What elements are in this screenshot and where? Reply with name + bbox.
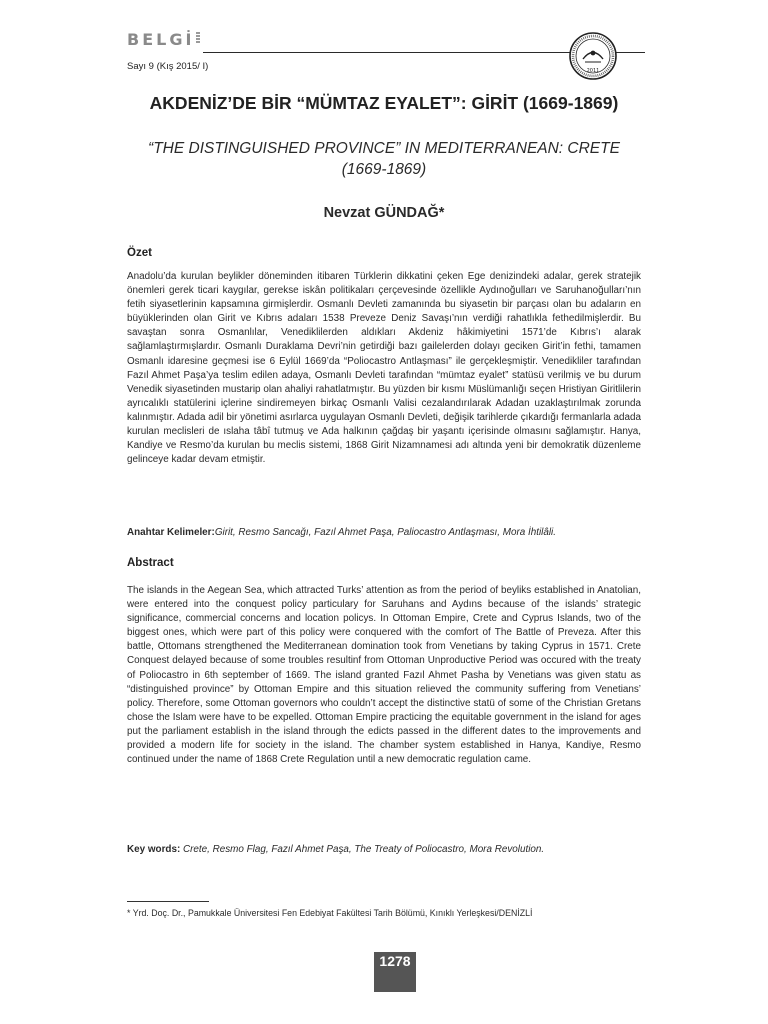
author-footnote: * Yrd. Doç. Dr., Pamukkale Üniversitesi Fen Edebiyat Fakültesi Tarih Bölümü, Kınıklı Yerleşkesi/DENİZLİ [127, 908, 533, 918]
author-name: Nevzat GÜNDAĞ* [323, 205, 445, 221]
anahtar-label: Anahtar Kelimeler: [127, 527, 215, 538]
abstract-paragraph: The islands in the Aegean Sea, which attracted Turks’ attention as from the period of beyliks established in Anatolian, were entered into the conquest policy particulary for Saruhans and Aydıns because of the islands’ strategic significance, commercial concerns and location policys. In Ottoman Empire, Crete and Cyprus Islands, two of the biggest ones, which were part of this policy were conquered with the comfort of The Battle of Preveza. After this battle, Ottomans strengthened the Mediterranean domination took from Venetians by taking Cyprus in 1571. Crete Conquest delayed because of some troubles resultinf from Ottoman Unproductive Period was occured with the treaty of Poliocastro in 6th september of 1669. The island granted Fazıl Ahmet Pasha by Venetians was given statu as “distinguished province” by Ottoman Empire and this situation relieved the community suffering from Venetians’ policy. Therefore, some Ottoman governors who couldn’t accept the distinctive statü of some of the Christian Gretans chose the Islam were have to be expelled. Ottoman Empire practicing the equitable government in the island for ages put the parliament establish in the island through the edicts passed in the different dates to the improvements and provided a modern life for society in the island. The chamber system established in Hanya, Kandiye, Resmo continued under the name of 1868 Crete Regulation until a new democratic regulation came. [127, 585, 641, 766]
ozet-heading: Özet [127, 247, 152, 259]
seal-year: 2011 [586, 68, 600, 74]
page-number: 1278 [379, 953, 411, 969]
keywords-label: Key words: [127, 844, 181, 855]
keywords-value: Crete, Resmo Flag, Fazıl Ahmet Paşa, The Treaty of Poliocastro, Mora Revolution. [182, 844, 545, 855]
footnote-rule [127, 901, 209, 902]
journal-name-ornament [196, 32, 200, 46]
anahtar-kelimeler [127, 527, 667, 538]
article-title: AKDENİZ’DE BİR “MÜMTAZ EYALET”: GİRİT (1669-1869) [149, 93, 619, 113]
subtitle-line-1: “THE DISTINGUISHED PROVINCE” IN MEDITERRANEAN: CRETE [148, 140, 620, 157]
subtitle-line-2: (1669-1869) [341, 161, 427, 178]
ozet-paragraph: Anadolu’da kurulan beylikler döneminden itibaren Türklerin dikkatini çeken Ege denizindeki adalar, gerek stratejik önemleri gerek ticari kaygılar, gerekse iskân politikaları çerçevesinde özellikle Aydınoğulları ve Saruhanoğulları’nın fetih siyasetlerinin kapsamına girmişlerdir. Osmanlı Devleti zamanında bu siyasetin bir parçası olan bu adaların en büyüklerinden olan Girit ve Kıbrıs adaları 1538 Preveze Deniz Savaşı’nın verdiği rahatlıkla fethedilmişlerdir. Bu savaştan sonra Osmanlılar, Venediklilerden aldıkları Akdeniz hâkimiyetini 1571’de Kıbrıs’ı alarak sağlamlaştırmışlardır. Osmanlı Duraklama Devri’nin getirdiği bazı gailelerden dolayı geciken Girit’in fethi, tamamen Osmanlı idaresine geçmesi ise 6 Eylül 1669’da “Poliocastro Antlaşması” ile gerçekleşmiştir. Venedikliler tarafından Fazıl Ahmet Paşa’ya teslim edilen adaya, Osmanlı Devleti tarafından “mümtaz eyalet” statüsü verilmiş ve bu durum Venedik siyasetinden mustarip olan ahaliyi rahatlatmıştır. Bu yüzden bir kısmı Müslümanlığı seçen Hristiyan Giritlilerin ayrıcalıklı statülerini içlerine sindiremeyen birkaç Osmanlı Valisi cezalandırılarak Adadan uzaklaştırılmak zorunda kalınmıştır. Adada adil bir yönetimi asırlarca uygulayan Osmanlı Devleti, değişik tarihlerde çıkardığı fermanlarla adada kurulan meclisleri de ıslaha tâbî tutmuş ve Ada halkının çağdaş bir yaşantı içerisinde olmasını sağlamıştır. Hanya, Kandiye ve Resmo’da kurulan bu meclis sistemi, 1868 Girit Nizamnamesi adı altında yeni bir demokratik düzenleme gelinceye kadar devam etmiştir. [127, 271, 641, 466]
abstract-heading: Abstract [127, 557, 174, 569]
running-header [127, 30, 673, 80]
journal-name: BELGİ [127, 30, 195, 49]
key-words [127, 844, 667, 855]
anahtar-value: Girit, Resmo Sancağı, Fazıl Ahmet Paşa, Paliocastro Antlaşması, Mora İhtilâli. [214, 527, 556, 538]
journal-seal-icon [569, 32, 617, 80]
issue-info: Sayı 9 (Kış 2015/ I) [127, 61, 209, 72]
article-subtitle [127, 138, 641, 180]
